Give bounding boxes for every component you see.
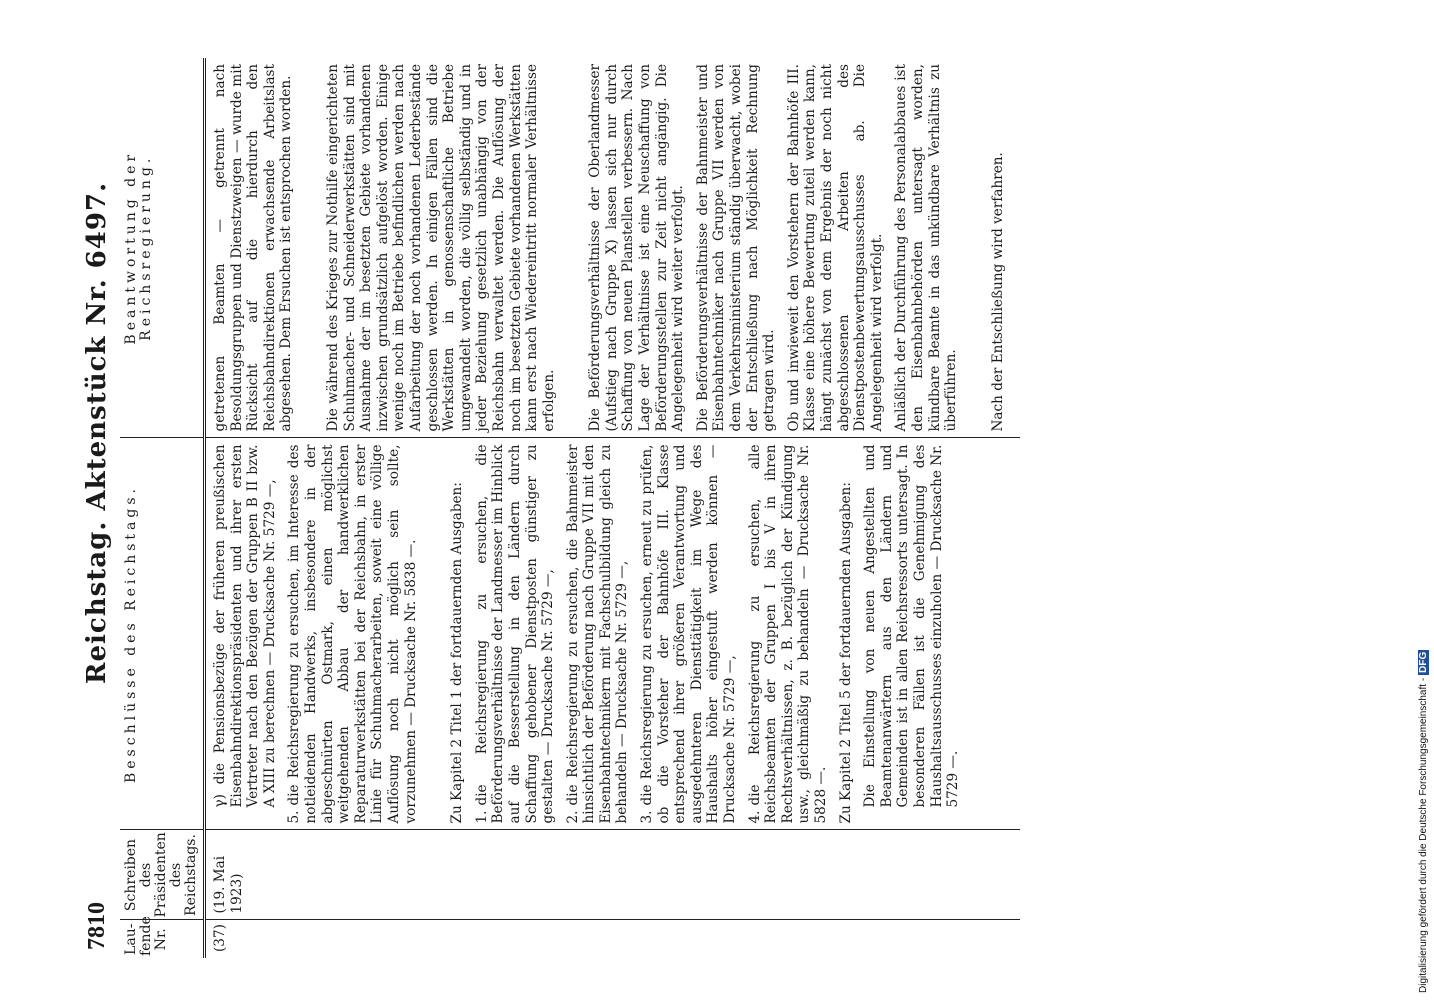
table-header-row [120,58,205,958]
item-text: die Reichsregierung zu ersuchen, im Interesse des notleidenden Handwerks, insbesondere in der abgeschnürten Ostmark, einen möglichst weitgehenden Abbau der handwerklichen Reparaturwerkstätten bei der Reichsbahn, in erster Linie für Schuhmacherarbeiten, soweit eine völlige Auflösung noch nicht möglich sein sollte, vorzunehmen — Drucksache Nr. 5838 —. [286,444,419,824]
digitization-note [1418,650,1429,993]
answer-gamma: getretenen Beamten — getrennt nach Besoldungsgruppen und Dienstzweigen — wurde mit Rücksicht auf die hierdurch den Reichsbahndirektionen erwachsende Arbeitslast abgesehen. Dem Ersuchen ist entsprochen worden. [212,64,295,432]
chapter-5-heading: Zu Kapitel 2 Titel 5 der fortdauernden Ausgaben: [837,482,854,824]
entry-number: (37) [212,924,228,952]
item-text: die Reichsregierung zu ersuchen, erneut zu prüfen, ob die Vorsteher der Bahnhöfe III. Klasse entsprechend ihrer größeren Verantwortung und ausgedehnteren Diensttätigkeit im Wege des Haushalts höher eingestuft werden können — Drucksache Nr. 5729 —, [639,444,739,824]
answer-k1-1: Die Beförderungsverhältnisse der Oberlandmesser (Aufstieg nach Gruppe X) lassen sich nur durch Schaffung von neuen Planstellen verbessern. Nach Lage der Verhältnisse ist eine Neuschaffung von Beförderungsstellen zur Zeit nicht angängig. Die Angelegenheit wird weiter verfolgt. [587,64,687,432]
cell-answers [205,58,1021,438]
column-header-answer: Beantwortung der Reichsregierung. [120,58,205,438]
letter-date: (19. Mai 1923) [212,855,245,914]
item-number: 3. [639,810,656,824]
page-number: 7810 [84,902,110,950]
column-header-number: Lau- fende Nr. [120,920,205,958]
chapter-1-heading: Zu Kapitel 2 Titel 1 der fortdauernden Ausgaben: [449,482,466,824]
item-number: 1. [473,810,490,824]
answer-k5: Nach der Entschließung wird verfahren. [989,152,1006,432]
item-text: die Reichsregierung zu ersuchen, die Bahnmeister hinsichtlich der Beförderung nach Gruppe VII mit den Eisenbahntechnikern mit Fachschulbildung gleich zu behandeln — Drucksache Nr. 5729 —, [564,444,631,824]
answer-k1-3: Ob und inwieweit den Vorstehern der Bahnhöfe III. Klasse eine höhere Bewertung zuteil werden kann, hängt zunächst von dem Ergebnis der noch nicht abgeschlossenen Arbeiten des Dienstpostenbewertungsausschusses ab. Die Angelegenheit wird verfolgt. [785,64,885,432]
cell-resolutions [205,438,1021,830]
answer-k1-4: Anläßlich der Durchführung des Personalabbaues ist den Eisenbahnbehörden untersagt worden, kündbare Beamte in das unkündbare Verhältnis zu überführen. [893,64,960,432]
item-text: die Reichsregierung zu ersuchen, alle Reichsbeamten der Gruppen I bis V in ihren Rechtsverhältnissen, z. B. bezüglich der Kündigung usw., gleichmäßig zu behandeln — Drucksache Nr. 5828 —. [746,444,829,824]
resolution-k1-4 [747,445,830,824]
item-text: die Reichsregierung zu ersuchen, die Beförderungsverhältnisse der Landmesser im Hinblick auf die Besserstellung in den Ländern durch Schaffung gehobener Dienstposten günstiger zu gestalten — Drucksache Nr. 5729 —, [473,444,557,824]
resolution-gamma: γ) die Pensionsbezüge der früheren preußischen Eisenbahndirektionspräsidenten und ihrer ersten Vertreter nach den Bezügen der Gruppen B II bzw. A XIII zu berechnen — Drucksache Nr. 5729 —, [212,444,278,808]
resolution-k5: Die Einstellung von neuen Angestellten und Beamtenanwärtern aus den Ländern und Gemeinden ist in allen Reichsressorts untersagt. In besonderen Fällen ist die Genehmigung des Haushaltsausschusses einzuholen — Drucksache Nr. 5729 —. [862,444,962,808]
dfg-logo: DFG [1418,651,1429,673]
resolution-5 [286,445,419,824]
cell-number [205,920,1021,958]
answer-k1-2: Die Beförderungsverhältnisse der Bahnmeister und Eisenbahntechniker nach Gruppe VII werden von dem Verkehrsministerium ständig überwacht, wobei der Entschließung nach Möglichkeit Rechnung getragen wird. [694,64,778,432]
resolutions-table [120,58,1020,958]
item-number: 2. [564,810,581,824]
page-title: Reichstag. Aktenstück Nr. 6497. [82,181,112,685]
table-row [205,58,1021,958]
item-number: 5. [286,810,303,824]
funding-text: Digitalisierung gefördert durch die Deutsche Forschungsgemeinschaft - [1418,677,1429,993]
resolution-k1-1 [474,445,557,824]
column-header-letter: Schreiben des Präsidenten des Reichstags. [120,830,205,920]
cell-date [205,830,1021,920]
page-header [78,58,120,958]
resolution-k1-3 [639,445,739,824]
answer-5: Die während des Krieges zur Nothilfe eingerichteten Schuhmacher- und Schneiderwerkstätten sind mit Ausnahme der im besetzten Gebiete vorhandenen inzwischen grundsätzlich aufgelöst worden. Einige wenige noch im Betriebe befindlichen werden nach Aufarbeitung der noch vorhandenen Lederbestände geschlossen werden. In einigen Fällen sind die Werkstätten in genossenschaftliche Betriebe umgewandelt worden, die völlig selbständig und in jeder Beziehung gesetzlich unabhängig von der Reichsbahn verwaltet werden. Die Auflösung der noch im besetzten Gebiete vorhandenen Werkstätten kann erst nach Wiedereintritt normaler Verhältnisse erfolgen. [324,64,557,432]
rotated-page-content [78,58,1423,958]
item-number: 4. [746,810,763,824]
column-header-resolutions: Beschlüsse des Reichstags. [120,438,205,830]
resolution-k1-2 [565,445,631,824]
